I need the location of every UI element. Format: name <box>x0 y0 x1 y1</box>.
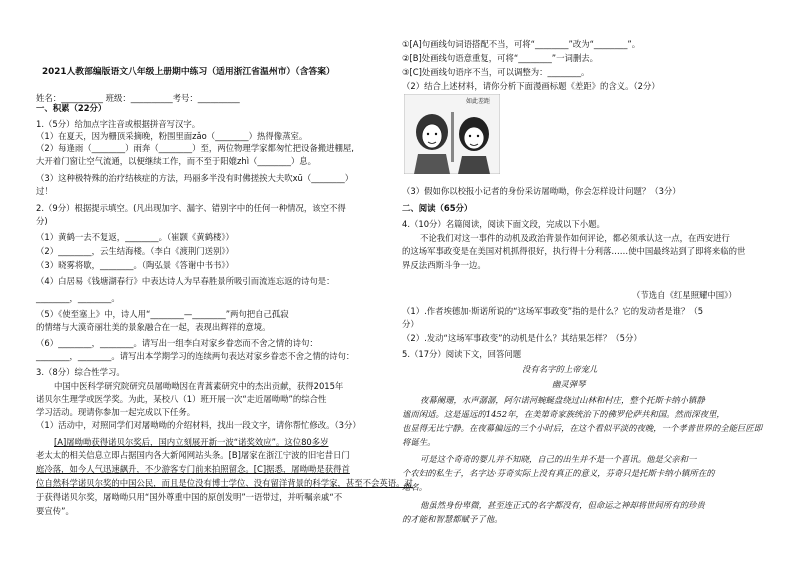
q3-passage-line: 位自然科学诺贝尔奖的中国公民，而且是位没有博士学位、没有留洋背景的科学家，甚至不会英语。对 <box>36 478 413 488</box>
story-title: 没有名字的上帝宠儿 <box>522 364 598 374</box>
cartoon-caption: 如此差距 <box>466 98 491 105</box>
q3-passage-line: 要宣传”。 <box>36 506 74 516</box>
q3-passage-line: 庭冷落，如今人气迅速飙升，不少游客专门前来拍照留念。[C]据悉，屠呦呦是获得首 <box>36 464 350 474</box>
q2-line: 2.（9分）根据提示填空。(凡出现加字、漏字、错别字中的任何一种情况，该空不得 <box>36 203 346 213</box>
q4-question: （1）.作者埃德加·斯诺所说的“这场军事政变”指的是什么？它的发动者是谁？（5 <box>402 306 704 316</box>
q4-passage-line: 界反法西斯斗争一边。 <box>402 260 486 270</box>
story-author: 幽灵弹琴 <box>552 379 586 389</box>
story-line: 将诞生。 <box>402 437 436 447</box>
q4-question: 分） <box>402 319 419 329</box>
q2-line: 的情绪与大漠奇丽壮美的景象融合在一起，表现出辉祥的意境。 <box>36 322 271 332</box>
q3-sub-question: （3）假如你以校报小记者的身份采访屠呦呦，你会怎样设计问题？（3分） <box>402 186 681 196</box>
q3-sub-question: ①[A]句画线句词语搭配不当，可将“________”改为“________”。 <box>402 39 641 49</box>
story-line: 的才能和智慧都赋予了他。 <box>402 514 503 524</box>
story-line: 夜幕阑珊，水声潺潺，阿尔诺河蜿蜒盘绕过山林和村庄，整个托斯卡纳小镇静 <box>420 395 705 405</box>
q3-sub-question: ③[C]处画线句语序不当，可以调整为：________。 <box>402 67 590 77</box>
section-heading-1: 一、积累（22分） <box>36 103 107 113</box>
q2-line: ________，________。 <box>36 293 120 303</box>
q2-line: ________，________。请写出本学期学习的连续两句表达对家乡眷恋不舍之情的诗句： <box>36 351 355 361</box>
q5-heading: 5.（17分）阅读下文，回答问题 <box>402 349 522 359</box>
student-info: 姓名：__________ 班级：__________考号：__________ <box>36 93 240 103</box>
story-line: 也显得无比宁静。在夜幕偏远的三个小时后，在这个看似平淡的夜晚，一个孝普世界的全能巨匠即 <box>402 423 763 433</box>
story-line: 个农妇的私生子，名字达·芬奇实际上没有真正的意义，芬奇只是托斯卡纳小镇所在的 <box>402 468 715 478</box>
q4-intro: 4.（10分）名篇阅读，阅读下面文段，完成以下小题。 <box>402 219 605 229</box>
story-line: 地名。 <box>402 482 428 492</box>
q2-line: （3）晓雾将歇，________。（陶弘景《答谢中书书》） <box>36 260 234 270</box>
q4-passage-line: 不论我们对这一事件的动机及政治背景作如何评论，都必须承认这一点，在西安进行 <box>420 233 730 243</box>
q3-heading: 3.（8分）综合性学习。 <box>36 367 125 377</box>
q3-paragraph: （1）活动中，对照同学们对屠呦呦的介绍材料，找出一段文字，请你帮忙修改。（3分） <box>36 420 361 430</box>
q3-passage-line: 老太太的相关信息立即占据国内各大新闻网站头条。[B]屠家在浙江宁波的旧宅昔日门 <box>36 450 350 460</box>
q3-sub-question: ②[B]处画线句语意重复，可将“________”一词删去。 <box>402 53 598 63</box>
q2-line: （2）________，云生结海楼。（李白《渡荆门送别》） <box>36 246 234 256</box>
q3-sub-question: （2）结合上述材料，请你分析下面漫画标题《差距》的含义。（2分） <box>402 81 660 91</box>
q4-question: （2）.发动“这场军事政变”的动机是什么？其结果怎样？（5分） <box>402 333 642 343</box>
q1-line: （3）这种极特殊的治疗结核症的方法，玛丽多半没有时佛搓挨大夫吹xū（________） <box>36 173 354 183</box>
page-title: 2021人教部编版语文八年级上册期中练习（适用浙江省温州市）（含答案） <box>42 67 335 77</box>
story-line: 谧而闲适。这是遥远的1452年，在美第奇家族统治下的佛罗伦萨共和国。然而深夜里， <box>402 409 725 419</box>
q2-line: （1）黄鹤一去不复返，________。（崔颢《黄鹤楼》） <box>36 232 234 242</box>
q2-line: （5）《使至塞上》中，诗人用“________—________”两句把自己孤寂 <box>36 309 289 319</box>
section-heading-2: 二、阅读（65分） <box>402 203 473 213</box>
q4-source: （节选自《红星照耀中国》） <box>632 290 737 300</box>
q2-line: （6）________，________。请写出一组李白对家乡眷恋而不舍之情的诗句： <box>36 338 318 348</box>
cartoon-illustration <box>404 94 500 174</box>
q1-line: 大开着门窗让空气流通，以便继续工作，而不至于阳媲zhì（________）息。 <box>36 156 317 166</box>
q1-line: 过！ <box>36 186 53 196</box>
q3-paragraph: 中国中医科学研究院研究员屠呦呦因在青蒿素研究中的杰出贡献，获得2015年 <box>54 381 344 391</box>
q3-passage-line: [A]屠呦呦获得诺贝尔奖后，国内立刻展开新一波“诺奖效应”。这位80多岁 <box>54 437 329 447</box>
q1-line: （2）每逢雨（________）雨奔（________）至，两位物理学家都匆忙把设备搬进棚屋, <box>36 143 354 153</box>
story-line: 他虽然身份卑微，甚至连正式的名字都没有，但命运之神却将世间所有的珍贵 <box>420 500 705 510</box>
q4-passage-line: 的这场军事政变是在美国对机抓得很好，执行得十分利落……使中国最终站到了即将来临的世 <box>402 246 746 256</box>
story-line: 可是这个奇奇的婴儿并不知晓，自己的出生并不是一个喜讯。他是父亲和一 <box>420 454 697 464</box>
q1-line: （1）在夏天，因为栅顶采摘晚，粉围里面zǎo（________）热得像蒸室。 <box>36 131 308 141</box>
q3-paragraph: 诺贝尔生理学或医学奖。为此，某校八（1）班开展一次“走近屠呦呦”的综合性 <box>36 394 327 404</box>
q2-line: （4）白居易《钱塘湖春行》中表达诗人为早春胜景所吸引而流连忘返的诗句是： <box>36 276 335 286</box>
q1-line: 1.（5分）给加点字注音或根据拼音写汉字。 <box>36 119 201 129</box>
q3-passage-line: 于获得诺贝尔奖，屠呦呦只用“国外尊重中国的原创发明”一语带过，并听嘱亲戚“不 <box>36 492 343 502</box>
q3-paragraph: 学习活动。现请你参加一起完成以下任务。 <box>36 407 196 417</box>
q2-line: 分) <box>36 216 48 226</box>
